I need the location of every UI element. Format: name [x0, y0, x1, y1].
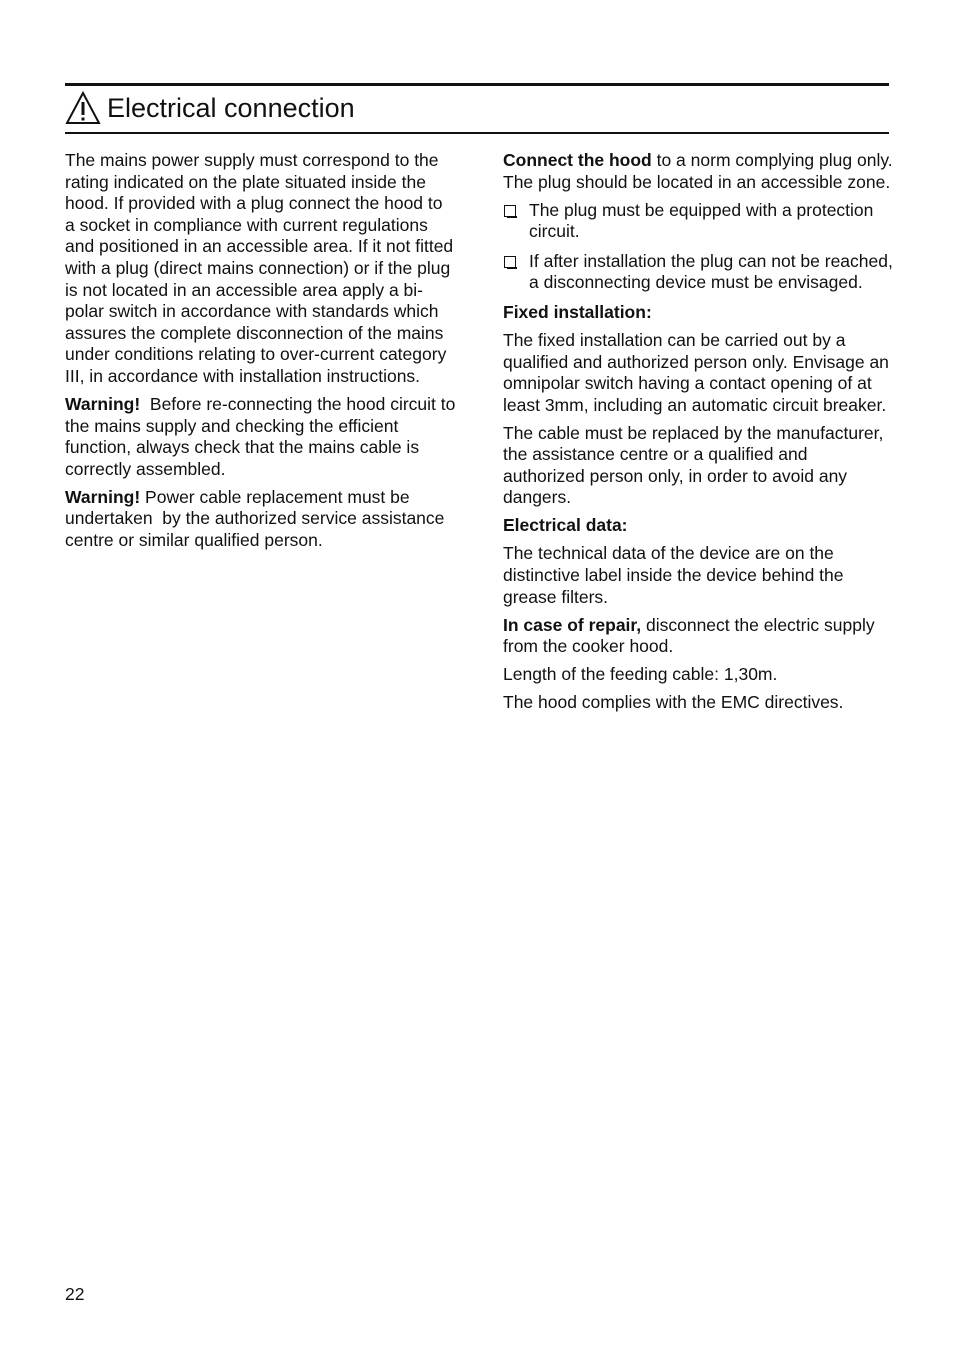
checkbox-bullet-icon [503, 200, 529, 243]
warning-text: Power cable replacement must be undertaken by the authorized service assistance centre or similar qualified person. [65, 486, 450, 550]
connect-hood-text: to a norm complying plug only. The plug should be located in an accessible zone. [503, 150, 893, 192]
left-column [65, 150, 461, 558]
cable-length-paragraph: Length of the feeding cable: 1,30m. [503, 664, 778, 685]
list-item [503, 251, 893, 294]
electrical-data-heading [503, 515, 893, 537]
warning-triangle-icon [65, 91, 101, 125]
list-item [503, 200, 893, 243]
repair-label: In case of repair, [503, 614, 642, 635]
repair-paragraph [503, 615, 893, 658]
electrical-data-paragraph: The technical data of the device are on the distinctive label inside the device behind the grease filters. [503, 543, 844, 607]
list-item-text: If after installation the plug can not be reached, a disconnecting device must be envisaged. [529, 250, 893, 293]
fixed-installation-paragraph: The fixed installation can be carried out by a qualified and authorized person only. Envisage an omnipolar switch having a contact opening of at least 3mm, including an automatic circuit breaker. [503, 329, 889, 415]
section-header [65, 88, 355, 128]
list-item-text: The plug must be equipped with a protection circuit. [529, 199, 874, 242]
fixed-installation-heading [503, 302, 893, 324]
electrical-data-heading-text: Electrical data: [503, 515, 628, 536]
connect-hood-paragraph [503, 150, 893, 193]
warning-label: Warning! [65, 393, 141, 414]
checkbox-bullet-icon [503, 251, 529, 294]
header-rule [65, 132, 889, 134]
fixed-installation-heading-text: Fixed installation: [503, 301, 652, 322]
warning-paragraph-2 [65, 487, 457, 552]
right-column [503, 150, 893, 720]
connect-hood-label: Connect the hood [503, 150, 652, 170]
top-rule [65, 83, 889, 86]
page-number: 22 [65, 1284, 85, 1304]
mains-supply-paragraph: The mains power supply must correspond to the rating indicated on the plate situated inside the hood. If provided with a plug connect the hood to a socket in compliance with current regulations and positioned in an accessible area. If it not fitted with a plug (direct mains connection) or if the plug is not located in an accessible area apply a bi-polar switch in accordance with standards which assures the complete disconnection of the mains under conditions relating to over-current category III, in accordance with installation instructions. [65, 150, 454, 386]
emc-paragraph: The hood complies with the EMC directives. [503, 692, 844, 713]
warning-label: Warning! [65, 486, 141, 507]
warning-paragraph-1 [65, 393, 461, 480]
cable-replacement-paragraph: The cable must be replaced by the manufacturer, the assistance centre or a qualified and authorized person only, in order to avoid any dangers. [503, 422, 884, 508]
repair-text: disconnect the electric supply from the cooker hood. [503, 614, 875, 657]
page-title: Electrical connection [107, 93, 355, 123]
warning-text: Before re-connecting the hood circuit to the mains supply and checking the efficient function, always check that the mains cable is correctly assembled. [65, 393, 461, 479]
